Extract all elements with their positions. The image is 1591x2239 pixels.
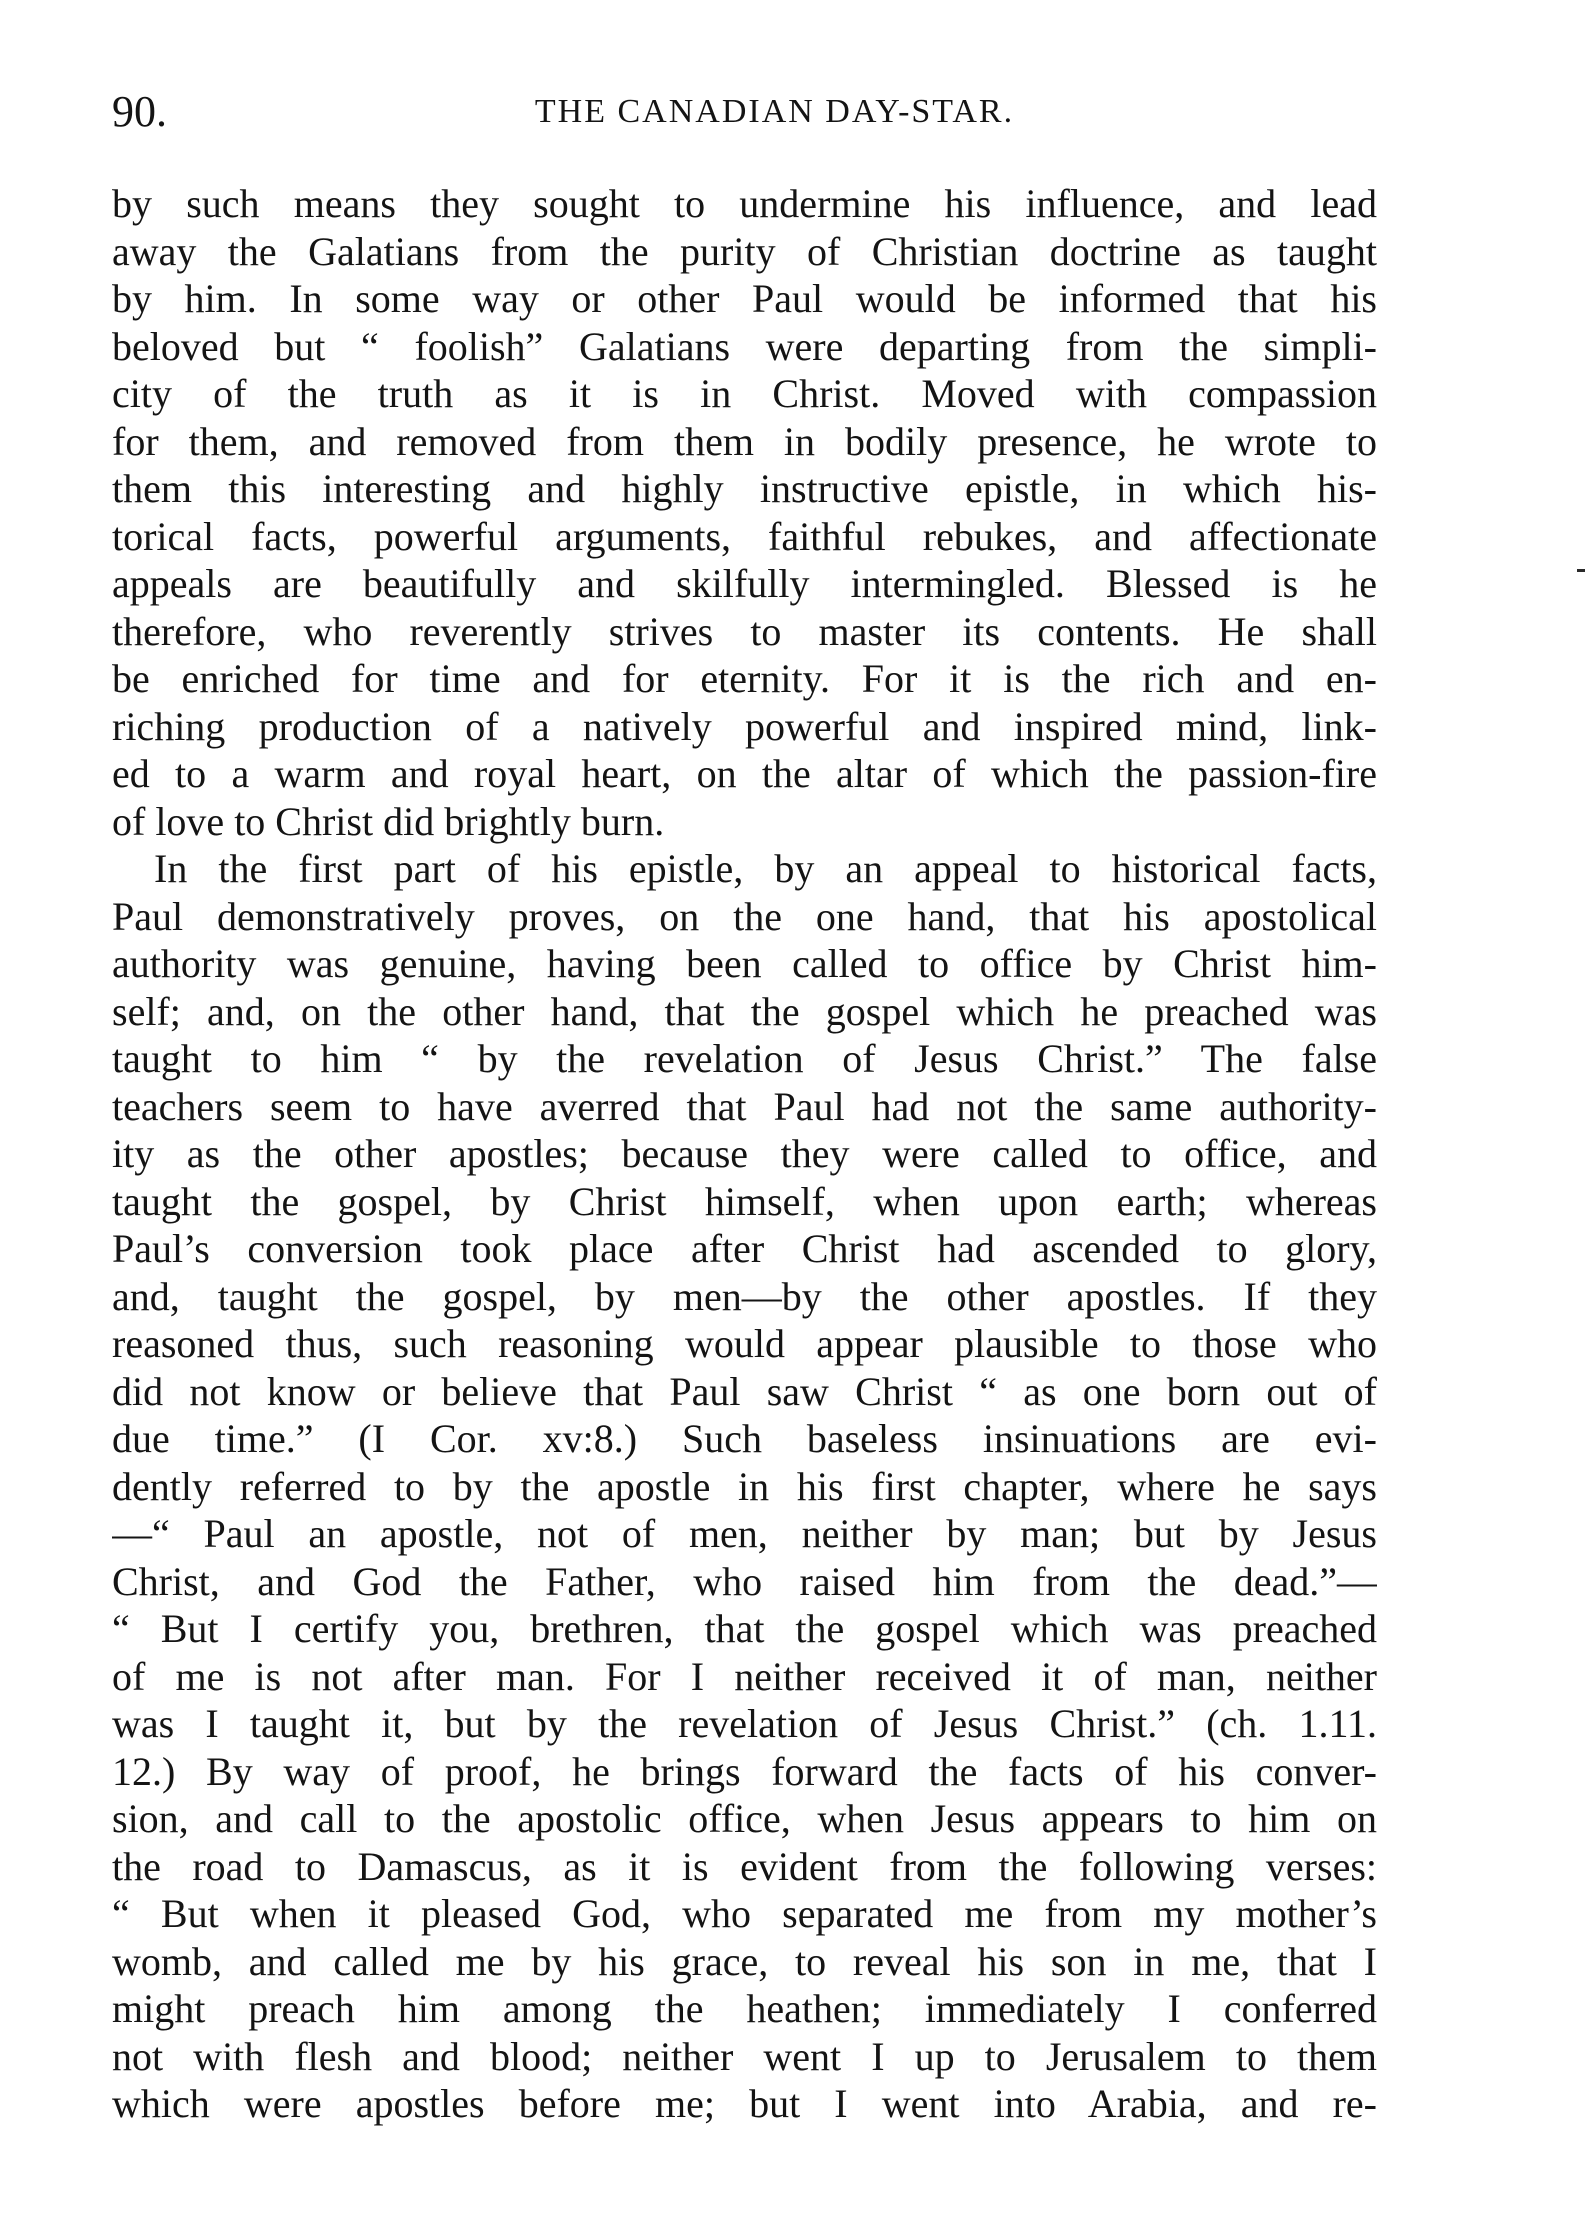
paragraph-end-line: of love to Christ did brightly burn. [112,798,665,844]
text-line: 12.) By way of proof, he brings forward the facts of his conver- [112,1748,1377,1794]
text-line: Paul’s conversion took place after Christ had ascended to glory, [112,1226,1377,1271]
text-line: did not know or believe that Paul saw Christ “ as one born out of [112,1368,1377,1414]
journal-title: THE CANADIAN DAY-STAR. [534,93,1015,130]
text-line: of me is not after man. For I neither received it of man, neither [112,1653,1377,1699]
text-line: not with flesh and blood; neither went I up to Jerusalem to them [112,2033,1377,2079]
text-line: authority was genuine, having been called to office by Christ him- [112,941,1377,986]
text-line: “ But I certify you, brethren, that the gospel which was preached [112,1606,1377,1651]
text-line: ity as the other apostles; because they were called to office, and [112,1131,1377,1176]
text-line: —“ Paul an apostle, not of men, neither by man; but by Jesus [112,1511,1377,1556]
text-line: taught the gospel, by Christ himself, when upon earth; whereas [112,1178,1377,1224]
text-line: “ But when it pleased God, who separated me from my mother’s [112,1891,1377,1936]
text-line: and, taught the gospel, by men—by the other apostles. If they [112,1273,1377,1319]
margin-mark [1577,569,1585,572]
text-line: which were apostles before me; but I went into Arabia, and re- [112,2081,1377,2126]
text-line: by him. In some way or other Paul would be informed that his [112,276,1377,321]
text-line: due time.” (I Cor. xv:8.) Such baseless insinuations are evi- [112,1416,1377,1461]
text-line: city of the truth as it is in Christ. Moved with compassion [112,371,1377,416]
text-line: for them, and removed from them in bodily presence, he wrote to [112,418,1377,464]
body-text [112,180,1377,2128]
text-line: Paul demonstratively proves, on the one hand, that his apostolical [112,893,1377,939]
text-line: by such means they sought to undermine his influence, and lead [112,181,1377,226]
text-line: appeals are beautifully and skilfully intermingled. Blessed is he [112,561,1377,606]
text-line: riching production of a natively powerful and inspired mind, link- [112,703,1377,749]
running-head [112,82,1377,142]
text-line: them this interesting and highly instructive epistle, in which his- [112,466,1377,511]
page-number: 90. [112,87,167,136]
text-line: might preach him among the heathen; immediately I conferred [112,1986,1377,2031]
text-line: self; and, on the other hand, that the gospel which he preached was [112,988,1377,1034]
text-line: sion, and call to the apostolic office, when Jesus appears to him on [112,1796,1377,1841]
paragraph-start-line: In the first part of his epistle, by an appeal to historical facts, [154,846,1377,891]
text-line: therefore, who reverently strives to master its contents. He shall [112,608,1377,654]
text-line: be enriched for time and for eternity. For it is the rich and en- [112,656,1377,701]
text-line: ed to a warm and royal heart, on the altar of which the passion-fire [112,751,1377,796]
text-line: teachers seem to have averred that Paul had not the same authority- [112,1083,1377,1129]
text-line: away the Galatians from the purity of Christian doctrine as taught [112,228,1377,274]
text-line: was I taught it, but by the revelation of Jesus Christ.” (ch. 1.11. [112,1701,1377,1746]
text-line: Christ, and God the Father, who raised him from the dead.”— [112,1558,1377,1604]
text-line: torical facts, powerful arguments, faithful rebukes, and affectionate [112,513,1377,559]
text-line: reasoned thus, such reasoning would appear plausible to those who [112,1321,1377,1366]
text-line: womb, and called me by his grace, to reveal his son in me, that I [112,1938,1377,1984]
text-line: beloved but “ foolish” Galatians were departing from the simpli- [112,323,1377,369]
text-line: dently referred to by the apostle in his first chapter, where he says [112,1463,1377,1509]
text-line: the road to Damascus, as it is evident from the following verses: [112,1843,1377,1889]
text-line: taught to him “ by the revelation of Jesus Christ.” The false [112,1036,1377,1081]
